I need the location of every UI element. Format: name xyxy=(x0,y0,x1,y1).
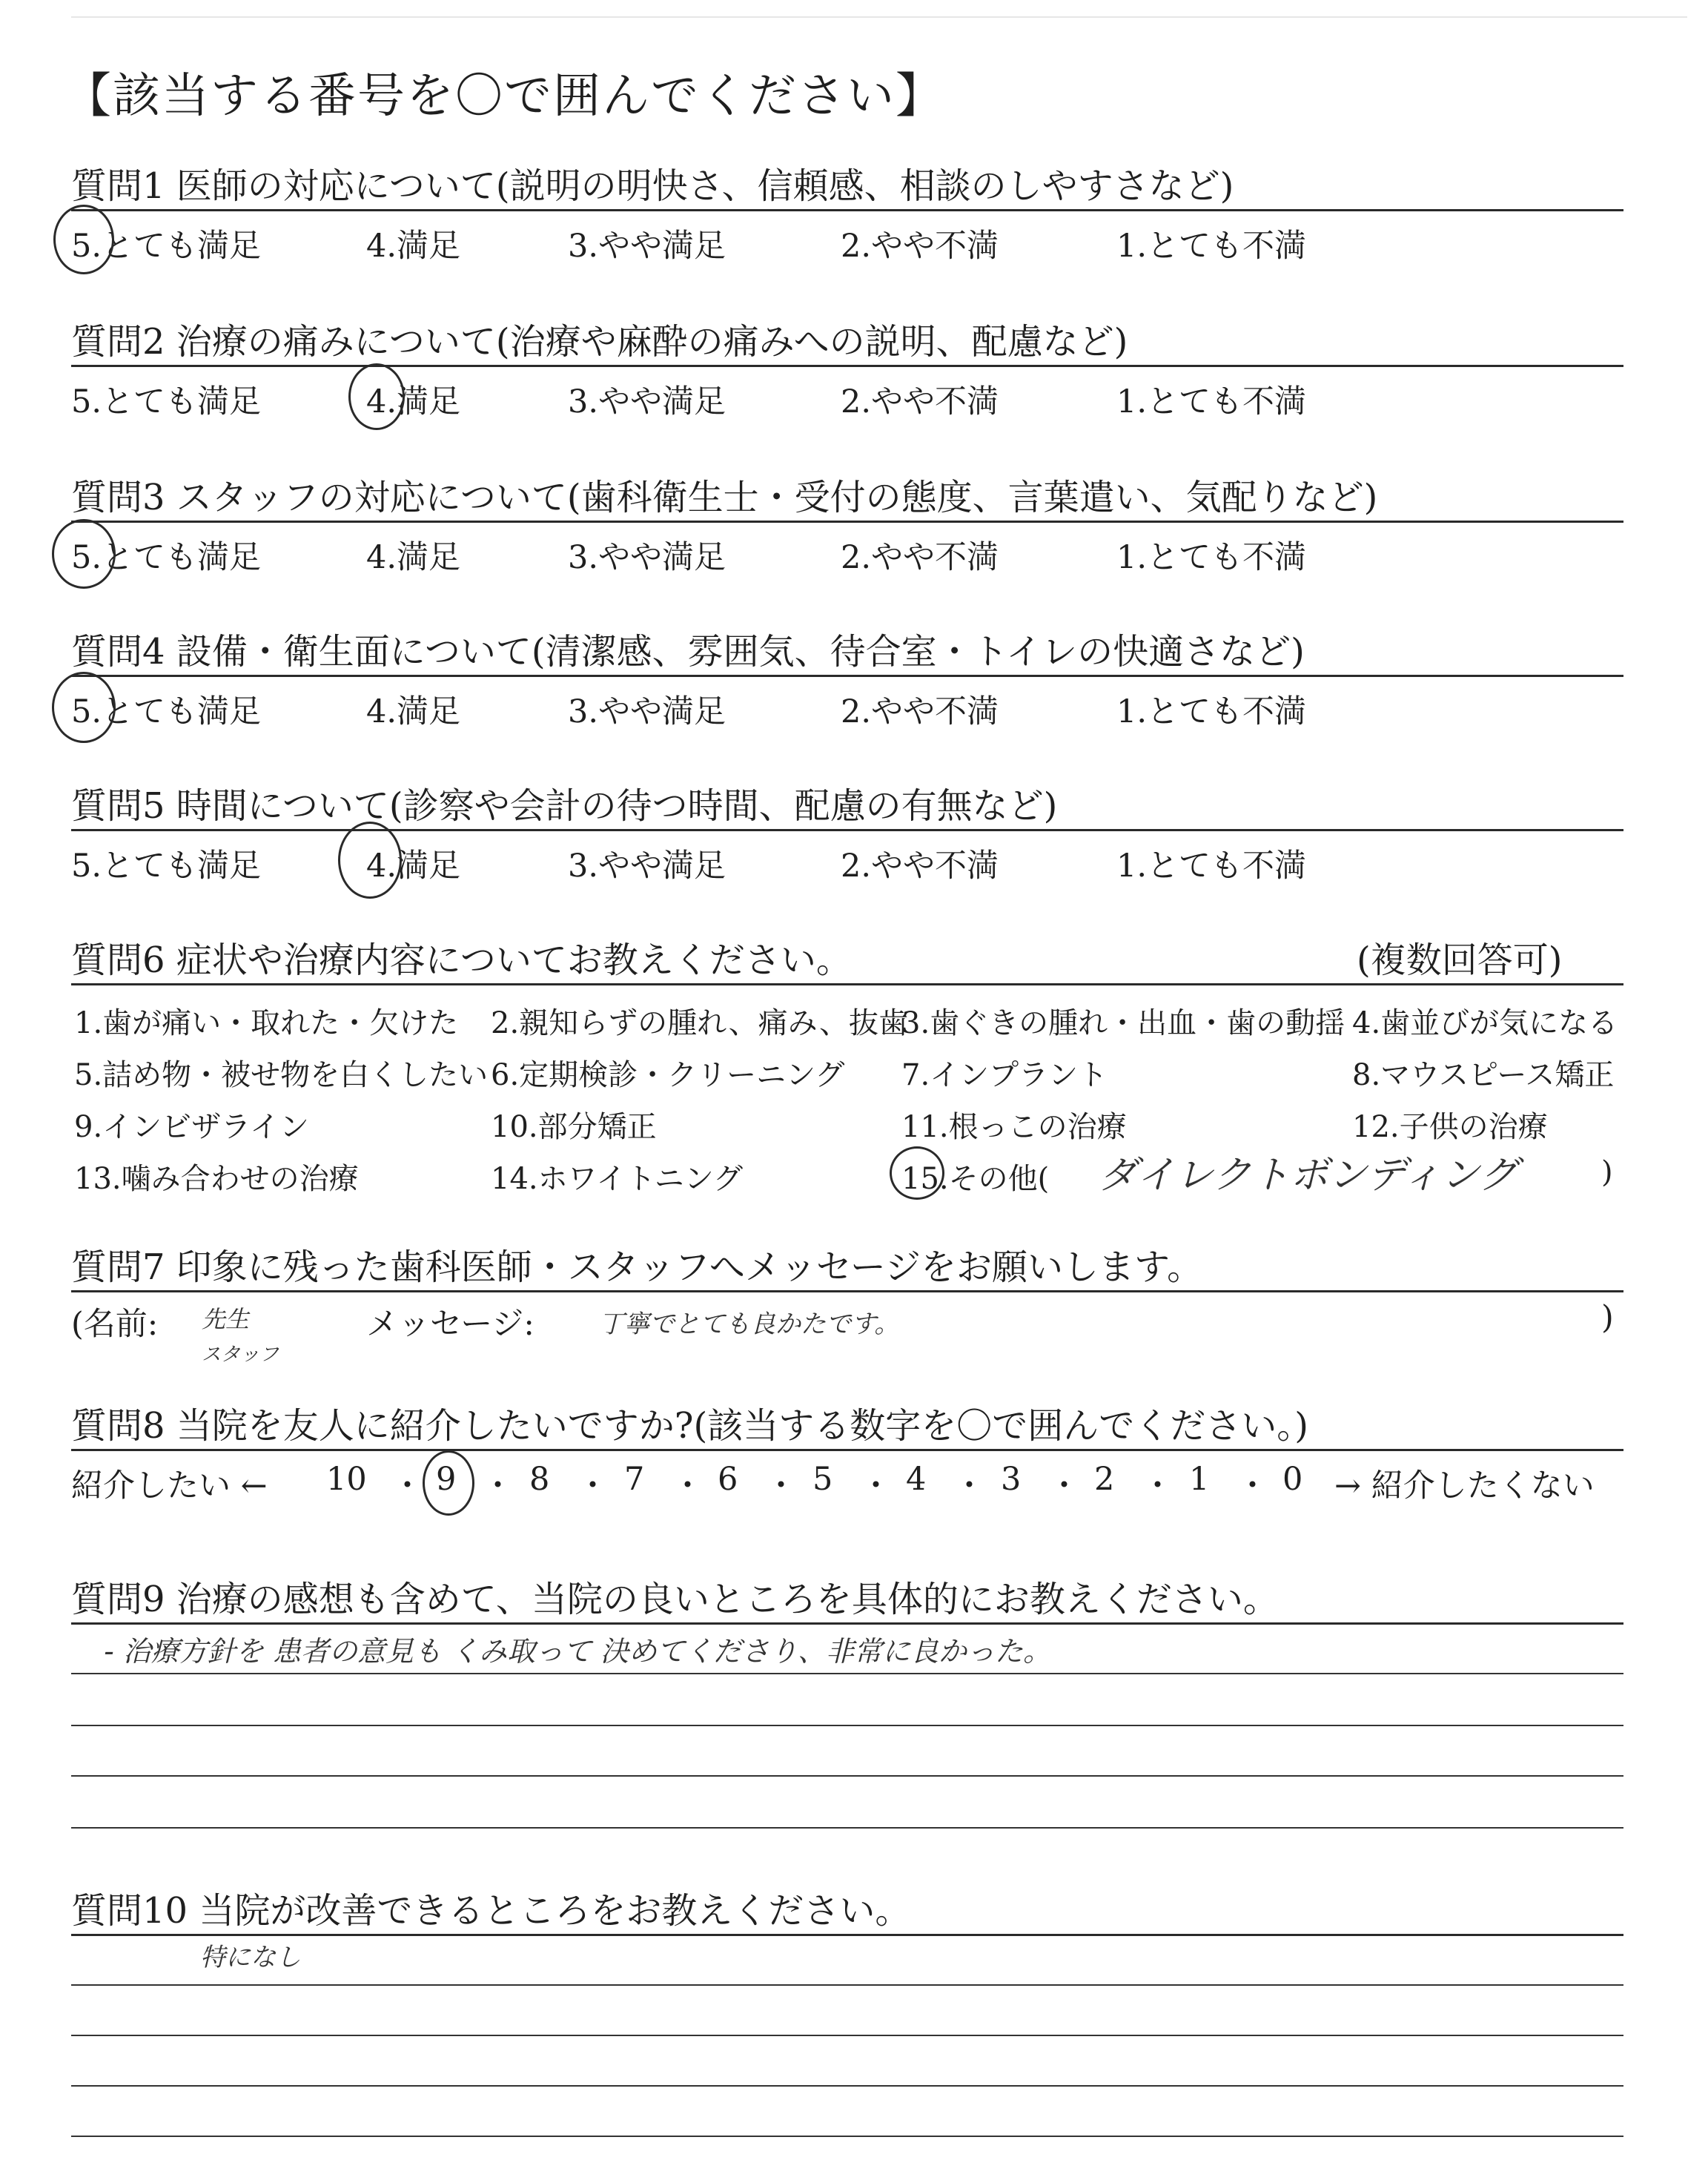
option-5[interactable]: 5.とても満足 xyxy=(71,539,262,576)
writing-line xyxy=(71,1725,1623,1726)
writing-line xyxy=(71,2085,1623,2087)
option-4[interactable]: 4.満足 xyxy=(366,539,461,576)
selection-circle xyxy=(423,1450,474,1516)
scale-left-label: 紹介したい ← xyxy=(71,1467,268,1505)
scale-separator: ・ xyxy=(391,1467,423,1505)
scale-10[interactable]: 10 xyxy=(326,1461,367,1498)
q6-option-5[interactable]: 5.詰め物・被せ物を白くしたい xyxy=(74,1058,489,1092)
q6-option-15[interactable]: 15.その他( xyxy=(901,1162,1050,1196)
writing-line xyxy=(71,2136,1623,2137)
name-value-2: スタッフ xyxy=(202,1344,279,1366)
option-1[interactable]: 1.とても不満 xyxy=(1116,693,1307,730)
divider xyxy=(71,365,1623,367)
scale-separator: ・ xyxy=(765,1467,797,1505)
q6-option-11[interactable]: 11.根っこの治療 xyxy=(901,1110,1127,1144)
scale-separator: ・ xyxy=(482,1467,514,1505)
divider xyxy=(71,675,1623,677)
option-3[interactable]: 3.やや満足 xyxy=(568,693,726,730)
option-2[interactable]: 2.やや不満 xyxy=(841,693,999,730)
q9-answer: - 治療方針を 患者の意見も くみ取って 決めてくださり、非常に良かった。 xyxy=(104,1635,1052,1668)
scale-4[interactable]: 4 xyxy=(906,1461,927,1498)
question-title: 質問2 治療の痛みについて(治療や麻酔の痛みへの説明、配慮など) xyxy=(71,321,1128,363)
selection-circle xyxy=(53,205,114,274)
writing-line xyxy=(71,1775,1623,1777)
divider xyxy=(71,1622,1623,1625)
q6-option-8[interactable]: 8.マウスピース矯正 xyxy=(1352,1058,1615,1092)
option-1[interactable]: 1.とても不満 xyxy=(1116,383,1307,420)
message-label: メッセージ: xyxy=(366,1306,534,1343)
scale-right-label: → 紹介したくない xyxy=(1334,1467,1595,1505)
question-title: 質問3 スタッフの対応について(歯科衛生士・受付の態度、言葉遣い、気配りなど) xyxy=(71,477,1378,518)
scale-separator: ・ xyxy=(1048,1467,1080,1505)
q10-answer: 特になし xyxy=(200,1943,301,1972)
scale-separator: ・ xyxy=(672,1467,704,1505)
divider xyxy=(71,1449,1623,1451)
question-title: 質問6 症状や治療内容についてお教えください。 xyxy=(71,939,852,981)
option-5[interactable]: 5.とても満足 xyxy=(71,848,262,885)
option-3[interactable]: 3.やや満足 xyxy=(568,228,726,265)
name-value: 先生 xyxy=(202,1305,250,1333)
q6-option-1[interactable]: 1.歯が痛い・取れた・欠けた xyxy=(74,1006,459,1040)
scale-9[interactable]: 9 xyxy=(436,1461,457,1498)
q6-option-3[interactable]: 3.歯ぐきの腫れ・出血・歯の動揺 xyxy=(901,1006,1345,1040)
selection-circle xyxy=(52,519,116,589)
question-title: 質問10 当院が改善できるところをお教えください。 xyxy=(71,1890,911,1932)
q6-option-6[interactable]: 6.定期検診・クリーニング xyxy=(491,1058,845,1092)
divider xyxy=(71,521,1623,523)
option-2[interactable]: 2.やや不満 xyxy=(841,228,999,265)
option-4[interactable]: 4.満足 xyxy=(366,383,461,420)
option-4[interactable]: 4.満足 xyxy=(366,228,461,265)
q6-option-14[interactable]: 14.ホワイトニング xyxy=(491,1162,744,1196)
selection-circle xyxy=(348,363,405,430)
option-1[interactable]: 1.とても不満 xyxy=(1116,228,1307,265)
scale-separator: ・ xyxy=(953,1467,985,1505)
option-2[interactable]: 2.やや不満 xyxy=(841,539,999,576)
divider xyxy=(71,209,1623,211)
scale-7[interactable]: 7 xyxy=(624,1461,645,1498)
scale-separator: ・ xyxy=(1237,1467,1268,1505)
scale-8[interactable]: 8 xyxy=(529,1461,550,1498)
scale-6[interactable]: 6 xyxy=(718,1461,738,1498)
scale-3[interactable]: 3 xyxy=(1001,1461,1022,1498)
question-title: 質問4 設備・衛生面について(清潔感、雰囲気、待合室・トイレの快適さなど) xyxy=(71,631,1305,673)
scale-2[interactable]: 2 xyxy=(1094,1461,1115,1498)
divider xyxy=(71,1934,1623,1936)
q6-option-13[interactable]: 13.噛み合わせの治療 xyxy=(74,1162,359,1196)
option-1[interactable]: 1.とても不満 xyxy=(1116,848,1307,885)
q6-other-close: ) xyxy=(1601,1155,1613,1189)
question-title: 質問7 印象に残った歯科医師・スタッフへメッセージをお願いします。 xyxy=(71,1246,1203,1288)
option-5[interactable]: 5.とても満足 xyxy=(71,383,262,420)
selection-circle xyxy=(890,1146,944,1200)
top-border xyxy=(71,16,1687,18)
q6-option-4[interactable]: 4.歯並びが気になる xyxy=(1352,1006,1618,1040)
multiple-answers-note: (複数回答可) xyxy=(1357,939,1563,981)
question-title: 質問8 当院を友人に紹介したいですか?(該当する数字を〇で囲んでください。) xyxy=(71,1405,1308,1447)
q6-option-2[interactable]: 2.親知らずの腫れ、痛み、抜歯 xyxy=(491,1006,908,1040)
writing-line xyxy=(71,1984,1623,1986)
option-2[interactable]: 2.やや不満 xyxy=(841,383,999,420)
question-title: 質問9 治療の感想も含めて、当院の良いところを具体的にお教えください。 xyxy=(71,1579,1279,1620)
option-5[interactable]: 5.とても満足 xyxy=(71,693,262,730)
q6-option-12[interactable]: 12.子供の治療 xyxy=(1352,1110,1548,1144)
scale-separator: ・ xyxy=(577,1467,609,1505)
q6-option-9[interactable]: 9.インビザライン xyxy=(74,1110,309,1144)
q6-other-text: ダイレクトボンディング xyxy=(1099,1153,1517,1198)
option-4[interactable]: 4.満足 xyxy=(366,848,461,885)
option-2[interactable]: 2.やや不満 xyxy=(841,848,999,885)
scale-5[interactable]: 5 xyxy=(812,1461,833,1498)
option-1[interactable]: 1.とても不満 xyxy=(1116,539,1307,576)
scale-separator: ・ xyxy=(860,1467,892,1505)
name-label: (名前: xyxy=(71,1306,159,1343)
option-4[interactable]: 4.満足 xyxy=(366,693,461,730)
message-value: 丁寧でとても良かたです。 xyxy=(599,1309,900,1339)
message-close: ) xyxy=(1601,1299,1614,1336)
q6-option-7[interactable]: 7.インプラント xyxy=(901,1058,1108,1092)
question-title: 質問5 時間について(診察や会計の待つ時間、配慮の有無など) xyxy=(71,785,1058,827)
option-3[interactable]: 3.やや満足 xyxy=(568,848,726,885)
writing-line xyxy=(71,1827,1623,1829)
option-3[interactable]: 3.やや満足 xyxy=(568,539,726,576)
q6-option-10[interactable]: 10.部分矯正 xyxy=(491,1110,657,1144)
divider xyxy=(71,1290,1623,1292)
divider xyxy=(71,829,1623,831)
scale-0[interactable]: 0 xyxy=(1282,1461,1303,1498)
instruction-heading: 【該当する番号を〇で囲んでください】 xyxy=(64,69,944,124)
writing-line xyxy=(71,2035,1623,2036)
option-5[interactable]: 5.とても満足 xyxy=(71,228,262,265)
divider xyxy=(71,983,1623,985)
scale-separator: ・ xyxy=(1142,1467,1174,1505)
writing-line xyxy=(71,1673,1623,1674)
selection-circle xyxy=(338,822,402,899)
question-title: 質問1 医師の対応について(説明の明快さ、信頼感、相談のしやすさなど) xyxy=(71,165,1234,207)
selection-circle xyxy=(52,672,116,743)
scale-1[interactable]: 1 xyxy=(1189,1461,1210,1498)
option-3[interactable]: 3.やや満足 xyxy=(568,383,726,420)
